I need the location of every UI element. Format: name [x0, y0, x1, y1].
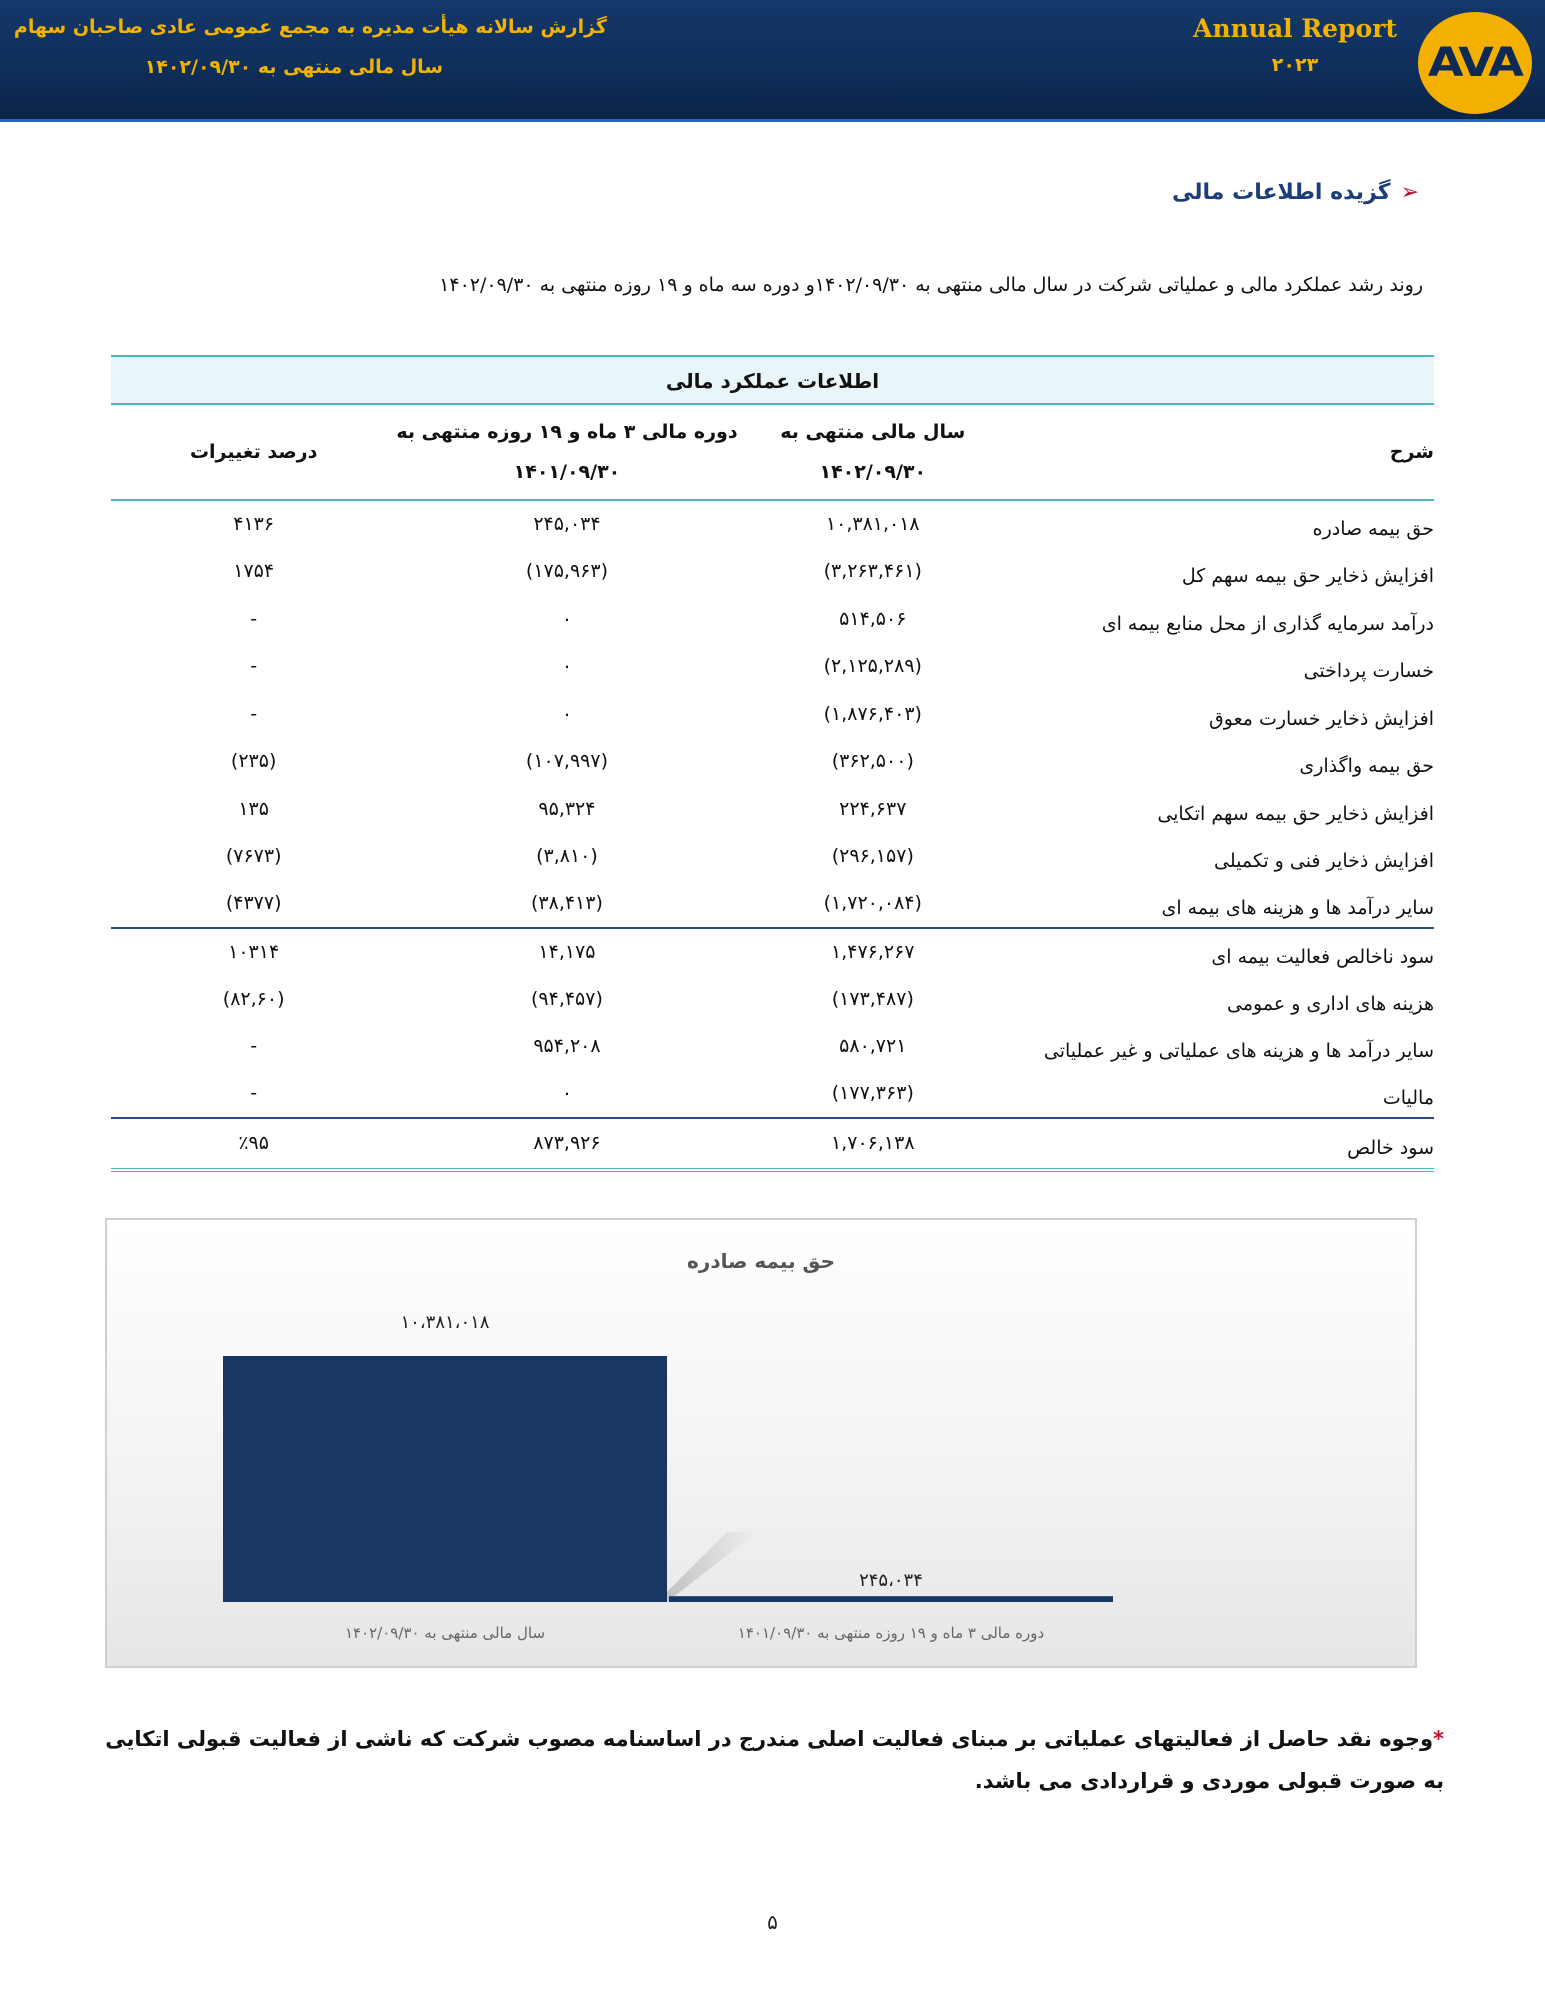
company-logo: [1418, 12, 1532, 114]
row-year1: (۱,۸۷۶,۴۰۳): [823, 702, 922, 725]
net-pct: ٪۹۵: [111, 1118, 396, 1170]
row-desc: افزایش ذخایر خسارت معوق: [1209, 707, 1434, 730]
category-label: دوره مالی ۳ ماه و ۱۹ روزه منتهی به ۱۴۰۱/۰۹/۳۰: [737, 1624, 1045, 1642]
row-pct: ۱۰۳۱۴: [111, 928, 396, 976]
row-pct: (۷۶۷۳): [225, 845, 282, 868]
table-header-row: [111, 404, 1434, 500]
row-year1: ۱,۴۷۶,۲۶۷: [738, 928, 1008, 976]
header-year2-line1: دوره مالی ۳ ماه و ۱۹ روزه منتهی به: [396, 421, 738, 443]
category-label: سال مالی منتهی به ۱۴۰۲/۰۹/۳۰: [344, 1624, 546, 1642]
row-year2: ۲۴۵,۰۳۴: [533, 513, 601, 536]
table-row: [111, 500, 1434, 548]
table-row: [111, 928, 1434, 976]
row-pct: (۴۳۷۷): [225, 892, 282, 915]
net-year2: ۸۷۳,۹۲۶: [396, 1118, 737, 1170]
financial-performance-table: [111, 355, 1434, 1172]
row-year2: (۳۸,۴۱۳): [530, 892, 603, 915]
table-row: [111, 690, 1434, 738]
row-year1: (۳,۲۶۳,۴۶۱): [823, 560, 922, 583]
net-profit-row: [111, 1118, 1434, 1170]
header-pct-change: درصد تغییرات: [111, 404, 396, 500]
table-row: [111, 1070, 1434, 1118]
row-year1: (۲۹۶,۱۵۷): [831, 845, 914, 868]
chart-bar: [223, 1356, 667, 1602]
section-title-text: گزیده اطلاعات مالی: [1172, 180, 1391, 205]
bar-data-label: ۱۰،۳۸۱،۰۱۸: [400, 1312, 490, 1333]
header-title-line2: سال مالی منتهی به ۱۴۰۲/۰۹/۳۰: [144, 56, 443, 78]
logo-text: AVA: [1428, 40, 1522, 86]
row-year1: ۱۰,۳۸۱,۰۱۸: [825, 513, 920, 536]
row-year1: (۳۶۲,۵۰۰): [831, 750, 914, 773]
row-pct: -: [250, 655, 258, 678]
row-desc: درآمد سرمایه گذاری از محل منابع بیمه ای: [1101, 612, 1434, 635]
net-year1: ۱,۷۰۶,۱۳۸: [738, 1118, 1008, 1170]
row-desc: افزایش ذخایر حق بیمه سهم اتکایی: [1157, 802, 1434, 825]
annual-report-year: ۲۰۲۳: [1271, 54, 1319, 76]
table-row: [111, 1023, 1434, 1071]
row-year1: (۲,۱۲۵,۲۸۹): [823, 655, 922, 678]
row-desc: سود ناخالص فعالیت بیمه ای: [1008, 928, 1434, 976]
row-desc: خسارت پرداختی: [1303, 660, 1434, 683]
row-year2: ۰: [561, 1082, 573, 1105]
row-year2: (۳,۸۱۰): [536, 845, 598, 868]
table-row: [111, 595, 1434, 643]
row-year1: ۵۱۴,۵۰۶: [839, 607, 907, 630]
row-desc: افزایش ذخایر حق بیمه سهم کل: [1181, 565, 1434, 588]
row-desc: مالیات: [1382, 1087, 1434, 1110]
row-year2: (۹۴,۴۵۷): [530, 987, 603, 1010]
footnote-star: *: [1433, 1727, 1444, 1751]
row-year1: (۱,۷۲۰,۰۸۴): [823, 892, 922, 915]
footnote-text: وجوه نقد حاصل از فعالیتهای عملیاتی بر مبنای فعالیت اصلی مندرج در اساسنامه مصوب شرکت که ناشی از فعالیت قبولی اتکایی به صورت قبولی موردی و قراردادی می باشد.: [105, 1727, 1444, 1793]
row-year2: ۹۵۴,۲۰۸: [533, 1035, 601, 1058]
row-pct: (۲۳۵): [230, 750, 277, 773]
header-year1-line2: ۱۴۰۲/۰۹/۳۰: [819, 461, 927, 483]
footnote: [104, 1718, 1444, 1802]
table-row: [111, 643, 1434, 691]
row-desc: سایر درآمد ها و هزینه های عملیاتی و غیر عملیاتی: [1043, 1040, 1434, 1063]
net-desc: سود خالص: [1008, 1118, 1434, 1170]
financial-table: [111, 403, 1434, 1172]
row-pct: -: [250, 702, 258, 725]
row-year1: (۱۷۷,۳۶۳): [831, 1082, 914, 1105]
bar-shadow: [657, 1532, 757, 1602]
annual-report-title: Annual Report: [1193, 14, 1397, 43]
table-title: اطلاعات عملکرد مالی: [111, 355, 1434, 403]
report-header: [0, 0, 1545, 122]
header-year1: [738, 404, 1008, 500]
row-pct: ۴۱۳۶: [233, 513, 275, 536]
row-desc: هزینه های اداری و عمومی: [1227, 992, 1434, 1015]
row-pct: (۸۲,۶۰): [222, 987, 285, 1010]
row-year2: ۰: [561, 655, 573, 678]
header-desc: شرح: [1008, 404, 1434, 500]
row-pct: ۱۷۵۴: [233, 560, 275, 583]
premium-chart: [105, 1218, 1417, 1668]
row-pct: ۱۳۵: [238, 797, 269, 820]
row-year2: ۱۴,۱۷۵: [396, 928, 737, 976]
row-pct: -: [250, 1035, 258, 1058]
chart-title: حق بیمه صادره: [687, 1249, 835, 1273]
row-desc: حق بیمه واگذاری: [1299, 755, 1434, 778]
row-pct: -: [250, 1082, 258, 1105]
row-year1: ۵۸۰,۷۲۱: [839, 1035, 907, 1058]
table-row: [111, 880, 1434, 928]
table-row: [111, 975, 1434, 1023]
intro-paragraph: روند رشد عملکرد مالی و عملیاتی شرکت در سال مالی منتهی به ۱۴۰۲/۰۹/۳۰و دوره سه ماه و ۱۹ روزه منتهی به ۱۴۰۲/۰۹/۳۰: [439, 274, 1423, 296]
table-row: [111, 548, 1434, 596]
section-title: [1172, 180, 1419, 205]
header-year1-line1: سال مالی منتهی به: [780, 421, 966, 443]
row-year2: ۰: [561, 607, 573, 630]
row-desc: افزایش ذخایر فنی و تکمیلی: [1213, 850, 1434, 873]
row-year2: (۱۰۷,۹۹۷): [525, 750, 609, 773]
page-number: ۵: [767, 1910, 778, 1934]
row-year2: (۱۷۵,۹۶۳): [525, 560, 609, 583]
row-desc: سایر درآمد ها و هزینه های بیمه ای: [1161, 897, 1434, 920]
header-title-line1: گزارش سالانه هیأت مدیره به مجمع عمومی عادی صاحبان سهام: [13, 16, 607, 38]
row-year2: ۰: [561, 702, 573, 725]
row-year1: ۲۲۴,۶۳۷: [839, 797, 907, 820]
arrow-bullet-icon: ➢: [1400, 180, 1419, 205]
row-pct: -: [250, 607, 258, 630]
row-desc: حق بیمه صادره: [1312, 518, 1434, 541]
table-row: [111, 738, 1434, 786]
table-row: [111, 785, 1434, 833]
table-row: [111, 833, 1434, 881]
bar-data-label: ۲۴۵،۰۳۴: [859, 1570, 923, 1592]
row-year1: (۱۷۳,۴۸۷): [831, 987, 914, 1010]
chart-bar: [669, 1596, 1113, 1602]
row-year2: ۹۵,۳۲۴: [538, 797, 596, 820]
header-year2-line2: ۱۴۰۱/۰۹/۳۰: [513, 461, 621, 483]
chart-svg: [107, 1220, 1415, 1666]
header-year2: [396, 404, 737, 500]
